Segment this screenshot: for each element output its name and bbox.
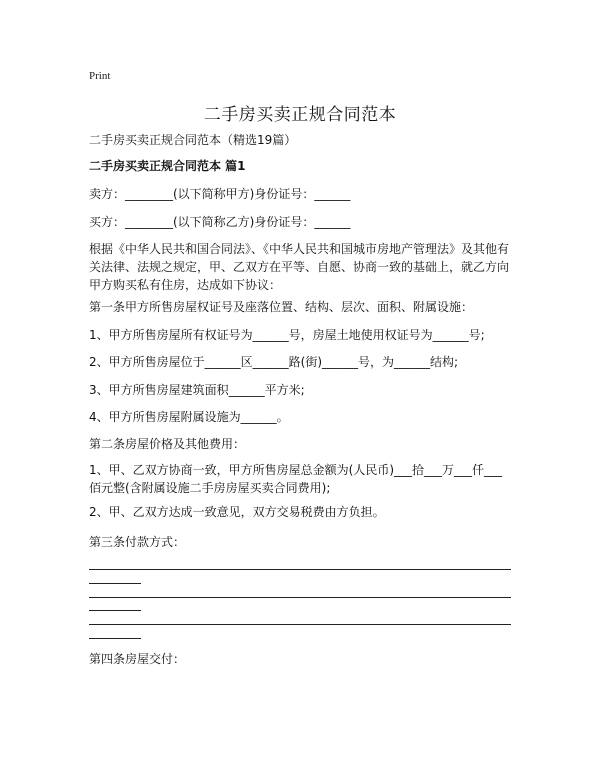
article2-item2: 2、甲、乙双方达成一致意见，双方交易税费由方负担。 [89,505,385,519]
article3-heading: 第三条付款方式： [89,535,186,549]
article2-heading: 第二条房屋价格及其他费用： [89,437,246,451]
article2-item1: 1、甲、乙双方协商一致，甲方所售房屋总金额为(人民币)___拾___万___仟___佰元整(含附属设施二手房房屋买卖合同费用); [89,463,503,495]
blank-line-full-3 [89,624,511,625]
document-subtitle: 二手房买卖正规合同范本（精选19篇） [89,133,297,147]
print-label: Print [89,70,111,82]
article1-item4: 4、甲方所售房屋附属设施为______。 [89,410,289,424]
seller-line: 卖方：________(以下简称甲方)身份证号：______ [89,187,351,201]
blank-line-short-1 [89,583,141,584]
blank-line-full-1 [89,569,511,570]
document-title: 二手房买卖正规合同范本 [203,105,397,125]
article1-item2: 2、甲方所售房屋位于______区______路(街)______号，为______结构; [89,355,459,369]
blank-line-short-2 [89,610,141,611]
article1-item3: 3、甲方所售房屋建筑面积______平方米; [89,383,305,397]
blank-line-short-3 [89,638,141,639]
article1-item1: 1、甲方所售房屋所有权证号为______号，房屋土地使用权证号为______号; [89,328,485,342]
intro-paragraph: 根据《中华人民共和国合同法》、《中华人民共和国城市房地产管理法》及其他有关法律、法规之规定，甲、乙双方在平等、自愿、协商一致的基础上，就乙方向甲方购买私有住房，达成如下协议： [89,242,510,292]
section-heading: 二手房买卖正规合同范本 篇1 [89,159,246,173]
blank-line-full-2 [89,597,511,598]
article4-heading: 第四条房屋交付： [89,652,186,666]
article1-heading: 第一条甲方所售房屋权证号及座落位置、结构、层次、面积、附属设施： [89,300,474,314]
buyer-line: 买方：________(以下简称乙方)身份证号：______ [89,215,351,229]
